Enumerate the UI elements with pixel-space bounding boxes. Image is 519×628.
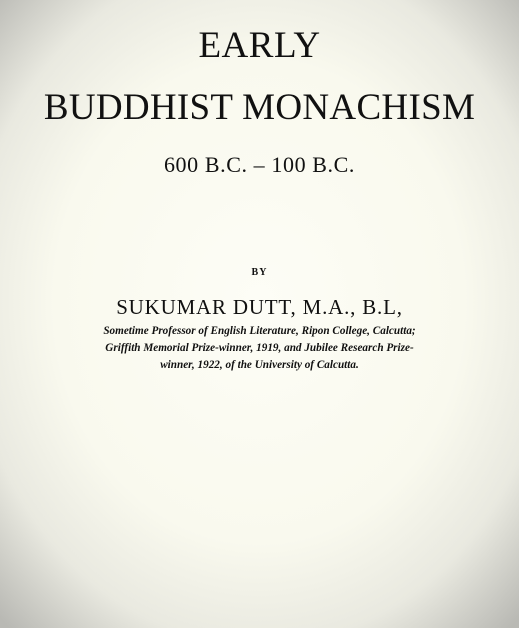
author-credentials-line-3: winner, 1922, of the University of Calcutta. bbox=[160, 359, 359, 371]
author-name: SUKUMAR DUTT, M.A., B.L, bbox=[116, 295, 403, 319]
date-range: 600 B.C. – 100 B.C. bbox=[163, 152, 356, 177]
author-credentials-line-1: Sometime Professor of English Literature, Ripon College, Calcutta; bbox=[103, 325, 416, 337]
byline: BY bbox=[251, 267, 268, 278]
title-line-1: EARLY bbox=[198, 25, 321, 66]
title-line-2: BUDDHIST MONACHISM bbox=[43, 87, 476, 128]
author-credentials-line-2: Griffith Memorial Prize-winner, 1919, and Jubilee Research Prize- bbox=[105, 342, 414, 354]
